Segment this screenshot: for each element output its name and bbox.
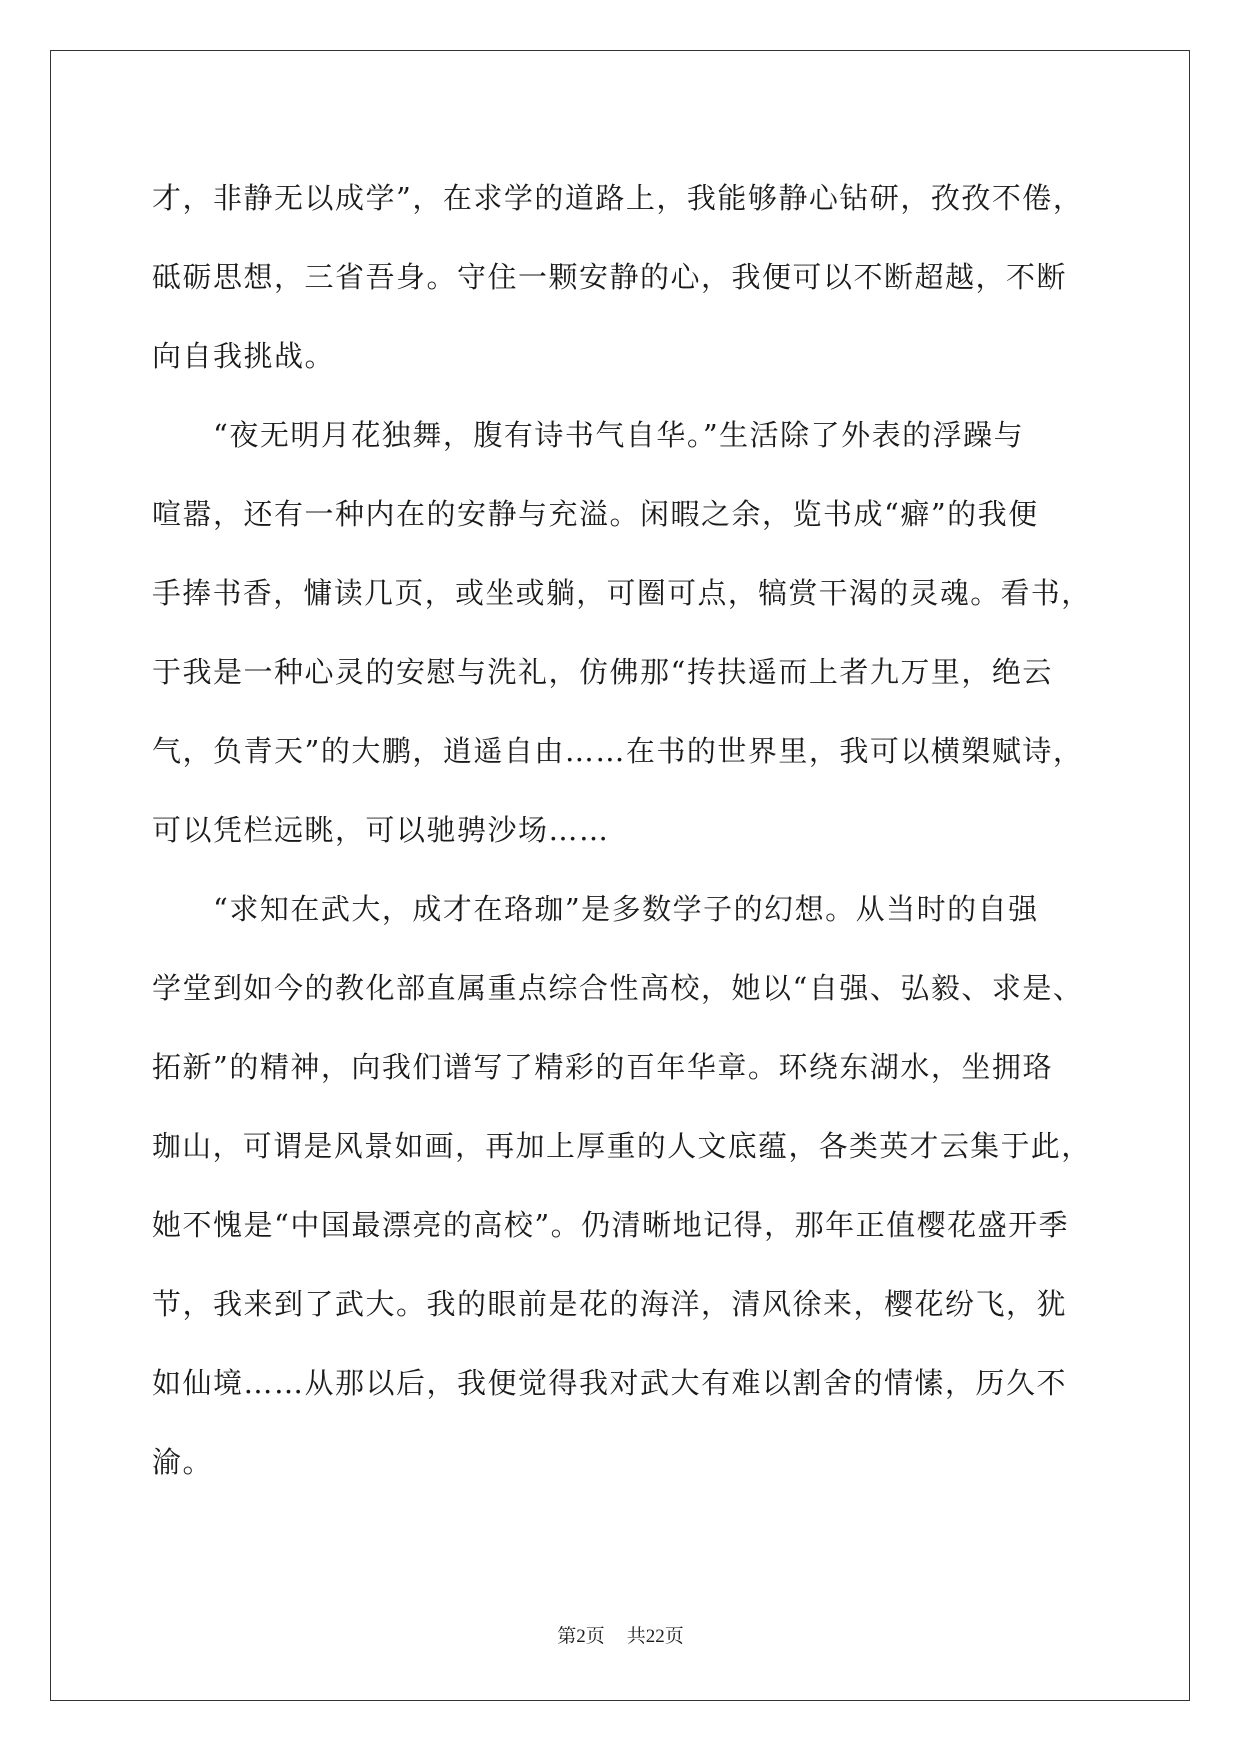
- text-line: 渝。: [152, 1445, 214, 1479]
- text-line: 喧嚣，还有一种内在的安静与充溢。闲暇之余，览书成“癖”的我便: [152, 497, 1039, 531]
- page-total: 共22页: [626, 1626, 684, 1647]
- page-number: 第2页: [557, 1626, 605, 1647]
- page-footer: [0, 1621, 1241, 1648]
- text-line: 她不愧是“中国最漂亮的高校”。仍清晰地记得，那年正值樱花盛开季: [152, 1208, 1070, 1242]
- text-line: 砥砺思想，三省吾身。守住一颗安静的心，我便可以不断超越，不断: [152, 260, 1068, 294]
- text-line: 可以凭栏远眺，可以驰骋沙场……: [152, 813, 610, 847]
- text-line: 如仙境……从那以后，我便觉得我对武大有难以割舍的情愫，历久不: [152, 1366, 1068, 1400]
- text-line: 拓新”的精神，向我们谱写了精彩的百年华章。环绕东湖水，坐拥珞: [152, 1050, 1053, 1084]
- text-line: 学堂到如今的教化部直属重点综合性高校，她以“自强、弘毅、求是、: [152, 971, 1084, 1005]
- text-line: “求知在武大，成才在珞珈”是多数学子的幻想。从当时的自强: [152, 892, 1039, 926]
- text-line: 手捧书香，慵读几页，或坐或躺，可圈可点，犒赏干渴的灵魂。看书，: [152, 576, 1092, 610]
- text-line: 于我是一种心灵的安慰与洗礼，仿佛那“抟扶遥而上者九万里，绝云: [152, 655, 1053, 689]
- text-line: “夜无明月花独舞，腹有诗书气自华。”生活除了外表的浮躁与: [152, 418, 1025, 452]
- page-border: [50, 50, 1190, 1701]
- text-line: 才，非静无以成学”，在求学的道路上，我能够静心钻研，孜孜不倦，: [152, 181, 1084, 215]
- text-line: 珈山，可谓是风景如画，再加上厚重的人文底蕴，各类英才云集于此，: [152, 1129, 1092, 1163]
- text-line: 向自我挑战。: [152, 339, 336, 373]
- text-line: 气，负青天”的大鹏，逍遥自由……在书的世界里，我可以横槊赋诗，: [152, 734, 1084, 768]
- text-line: 节，我来到了武大。我的眼前是花的海洋，清风徐来，樱花纷飞，犹: [152, 1287, 1068, 1321]
